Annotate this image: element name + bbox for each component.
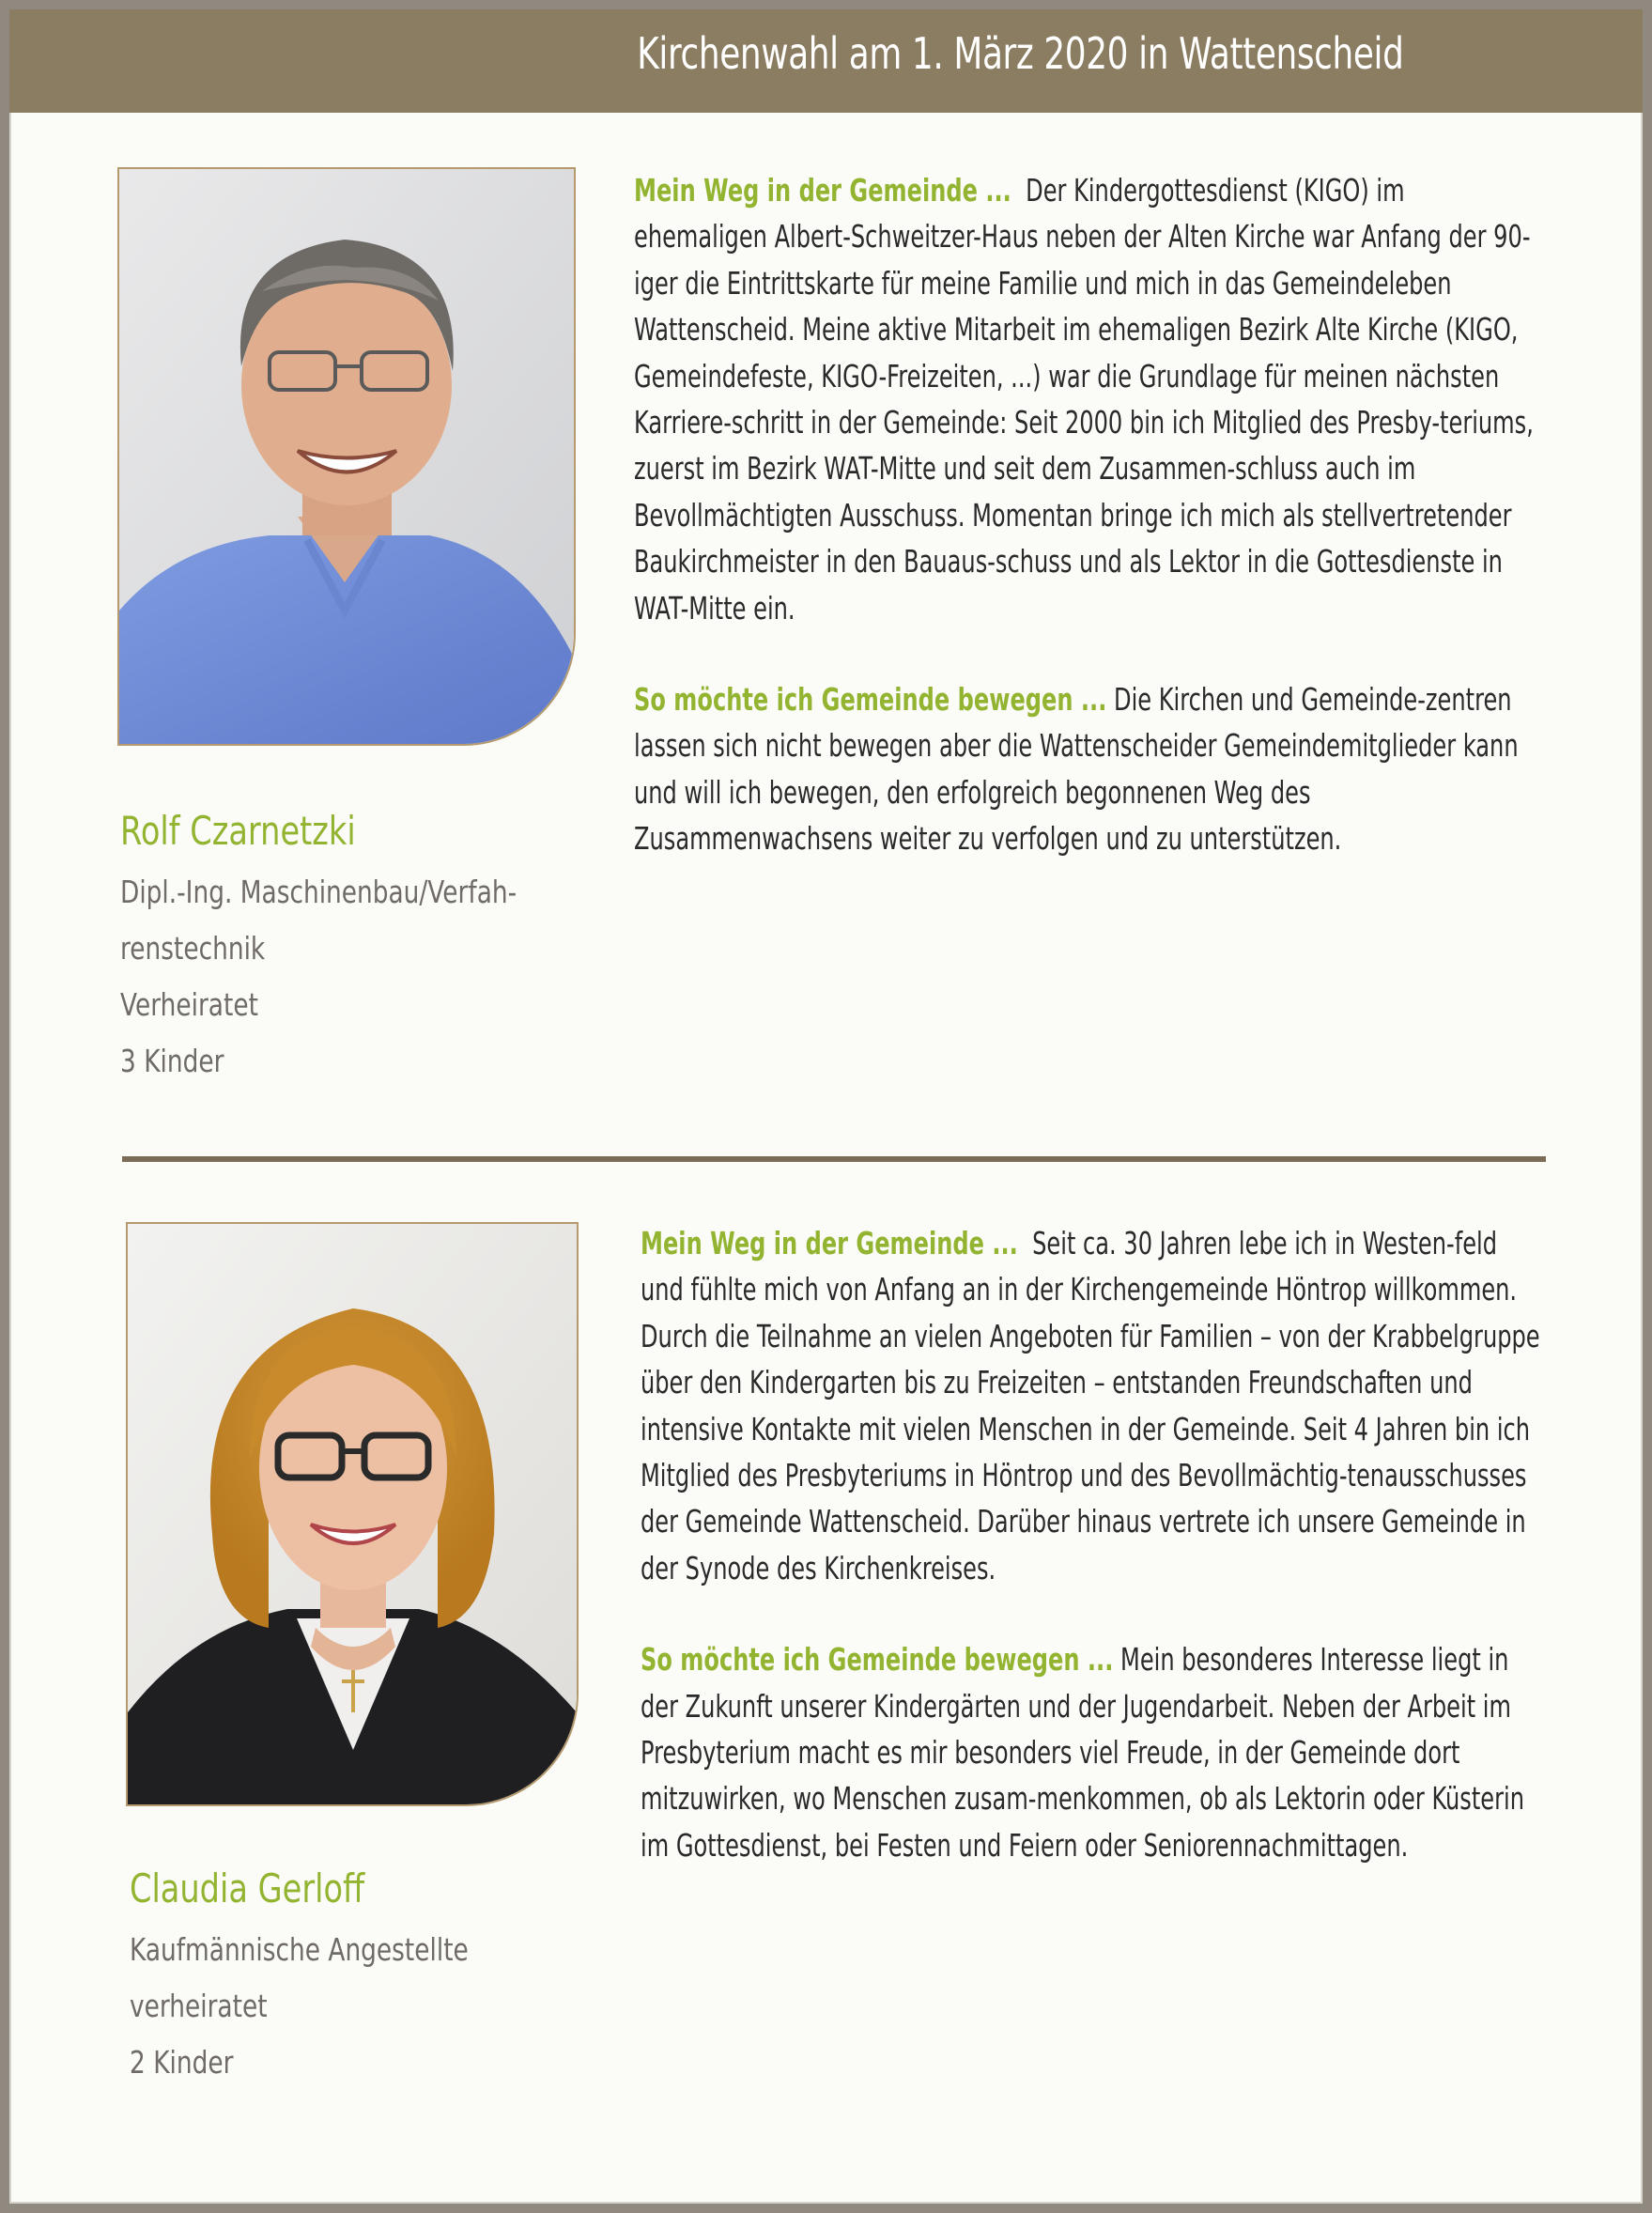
candidate-2-info-line: verheiratet (130, 1988, 268, 2024)
candidate-1-info-line: Verheiratet (120, 986, 258, 1023)
candidate-1-info-line: Dipl.-Ing. Maschinenbau/Verfah- (120, 874, 517, 910)
candidate-1-text (634, 167, 1539, 862)
candidate-1-bewegen-text: Die Kirchen und Gemeinde-zentren lassen sich nicht bewegen aber die Wattenscheider Gemeindemitglieder kann und will ich bewegen, den erfolgreich begonnenen Weg des Zusammenwachsens weiter zu verfolgen und zu unterstützen. (634, 681, 1519, 858)
candidate-2-info-line: 2 Kinder (130, 2044, 234, 2081)
candidate-1-info-line: renstechnik (120, 930, 266, 967)
candidate-2-bewegen-lead: So möchte ich Gemeinde bewegen ... (641, 1641, 1114, 1679)
section-divider (122, 1156, 1546, 1162)
candidate-2-bewegen-paragraph (641, 1636, 1546, 1868)
candidate-2-info (130, 1922, 469, 2091)
candidate-1-info-line: 3 Kinder (120, 1043, 224, 1079)
candidate-1-photo (117, 167, 576, 746)
candidate-2-weg-lead: Mein Weg in der Gemeinde ... (641, 1225, 1018, 1261)
candidate-2-weg-text: Seit ca. 30 Jahren lebe ich in Westen-feld und fühlte mich von Anfang an in der Kirchengemeinde Höntrop willkommen. Durch die Teilnahme an vielen Angeboten für Familien – von der Krabbelgruppe über den Kindergarten bis zu Freizeiten – entstanden Freundschaften und intensive Kontakte mit vielen Menschen in der Gemeinde. Seit 4 Jahren bin ich Mitglied des Presbyteriums in Höntrop und des Bevollmächtig-tenausschusses der Gemeinde Wattenscheid. Darüber hinaus vertrete ich unsere Gemeinde in der Synode des Kirchenkreises. (641, 1225, 1540, 1586)
candidate-1-bewegen-paragraph (634, 676, 1539, 862)
candidate-1-weg-text: Der Kindergottesdienst (KIGO) im ehemaligen Albert-Schweitzer-Haus neben der Alten Kirche war Anfang der 90-iger die Eintrittskarte für meine Familie und mich in das Gemeindeleben Wattenscheid. Meine aktive Mitarbeit im ehemaligen Bezirk Alte Kirche (KIGO, Gemeindefeste, KIGO-Freizeiten, ...) war die Grundlage für meinen nächsten Karriere-schritt in der Gemeinde: Seit 2000 bin ich Mitglied des Presby-teriums, zuerst im Bezirk WAT-Mitte und seit dem Zusammen-schluss auch im Bevollmächtigten Ausschuss. Momentan bringe ich mich als stellvertretender Baukirchmeister in den Bauaus-schuss und als Lektor in die Gottesdienste in WAT-Mitte ein. (634, 172, 1534, 627)
candidate-1-weg-lead: Mein Weg in der Gemeinde ... (634, 172, 1011, 209)
candidate-1-weg-paragraph (634, 167, 1539, 631)
candidate-1-bewegen-lead: So möchte ich Gemeinde bewegen ... (634, 681, 1107, 719)
portrait-photo-woman (128, 1224, 577, 1804)
flyer-page (9, 9, 1643, 2204)
candidate-1-name: Rolf Czarnetzki (120, 808, 356, 854)
candidate-2-photo (126, 1222, 579, 1806)
candidate-2-weg-paragraph (641, 1220, 1546, 1591)
candidate-2-info-line: Kaufmännische Angestellte (130, 1931, 469, 1968)
page-title: Kirchenwahl am 1. März 2020 in Wattenscheid (636, 28, 1403, 79)
candidate-2-text (641, 1220, 1546, 1868)
candidate-2-name: Claudia Gerloff (130, 1865, 365, 1911)
candidate-2-bewegen-text: Mein besonderes Interesse liegt in der Zukunft unserer Kindergärten und der Jugendarbeit. Neben der Arbeit im Presbyterium macht es mir besonders viel Freude, in der Gemeinde dort mitzuwirken, wo Menschen zusam-menkommen, ob als Lektorin oder Küsterin im Gottesdienst, bei Festen und Feiern oder Seniorennachmittagen. (641, 1641, 1524, 1864)
candidate-1-info (120, 864, 517, 1090)
portrait-photo-man (119, 169, 574, 744)
header-bar (9, 9, 1643, 113)
